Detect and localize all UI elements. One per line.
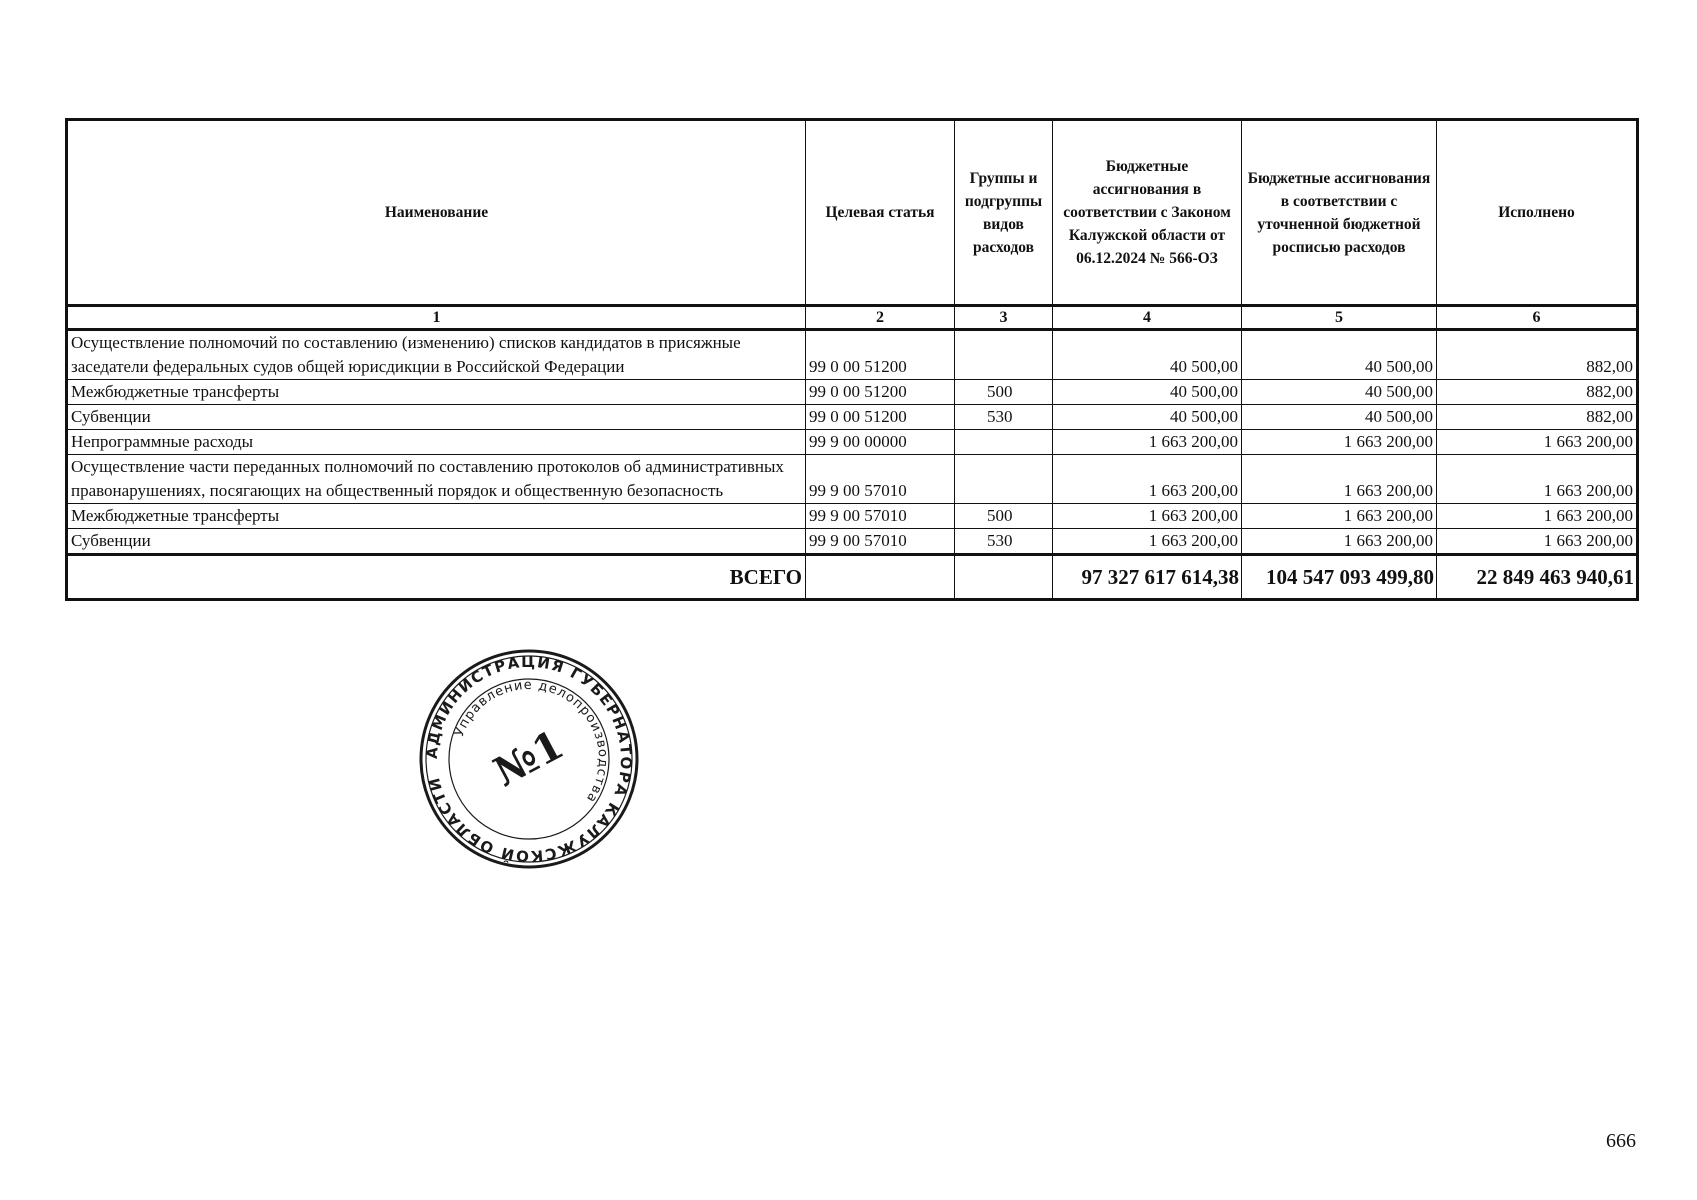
total-empty-cell bbox=[955, 555, 1053, 600]
row-executed-amount: 1 663 200,00 bbox=[1437, 430, 1638, 455]
row-law-amount: 1 663 200,00 bbox=[1053, 455, 1242, 504]
row-law-amount: 40 500,00 bbox=[1053, 330, 1242, 380]
column-number: 5 bbox=[1242, 306, 1437, 330]
row-name: Субвенции bbox=[67, 529, 806, 555]
table-row bbox=[67, 405, 1638, 430]
row-name: Субвенции bbox=[67, 405, 806, 430]
header-expense-groups: Группы и подгруппы видов расходов bbox=[955, 120, 1053, 306]
row-refined-amount: 40 500,00 bbox=[1242, 380, 1437, 405]
row-refined-amount: 1 663 200,00 bbox=[1242, 504, 1437, 529]
table-row bbox=[67, 529, 1638, 555]
row-executed-amount: 1 663 200,00 bbox=[1437, 504, 1638, 529]
total-refined-amount: 104 547 093 499,80 bbox=[1242, 555, 1437, 600]
row-executed-amount: 882,00 bbox=[1437, 405, 1638, 430]
seal-inner-text: Управление делопроизводства bbox=[452, 677, 611, 806]
header-row bbox=[67, 120, 1638, 306]
total-executed-amount: 22 849 463 940,61 bbox=[1437, 555, 1638, 600]
row-group: 530 bbox=[955, 529, 1053, 555]
table-row bbox=[67, 455, 1638, 504]
table-row bbox=[67, 330, 1638, 380]
column-number: 2 bbox=[806, 306, 955, 330]
row-refined-amount: 40 500,00 bbox=[1242, 405, 1437, 430]
header-refined-allocations: Бюджетные ассигнования в соответствии с уточненной бюджетной росписью расходов bbox=[1242, 120, 1437, 306]
column-number: 3 bbox=[955, 306, 1053, 330]
header-law-allocations: Бюджетные ассигнования в соответствии с Законом Калужской области от 06.12.2024 № 566-ОЗ bbox=[1053, 120, 1242, 306]
column-numbers-row bbox=[67, 306, 1638, 330]
total-law-amount: 97 327 617 614,38 bbox=[1053, 555, 1242, 600]
table-row bbox=[67, 380, 1638, 405]
row-law-amount: 1 663 200,00 bbox=[1053, 430, 1242, 455]
seal-outer-text: АДМИНИСТРАЦИЯ ГУБЕРНАТОРА КАЛУЖСКОЙ ОБЛАСТИ bbox=[422, 652, 636, 866]
row-law-amount: 40 500,00 bbox=[1053, 380, 1242, 405]
row-name: Межбюджетные трансферты bbox=[67, 380, 806, 405]
table-row bbox=[67, 504, 1638, 529]
row-code: 99 0 00 51200 bbox=[806, 405, 955, 430]
row-executed-amount: 1 663 200,00 bbox=[1437, 529, 1638, 555]
header-name: Наименование bbox=[67, 120, 806, 306]
header-target-article: Целевая статья bbox=[806, 120, 955, 306]
official-seal bbox=[418, 648, 640, 870]
row-refined-amount: 40 500,00 bbox=[1242, 330, 1437, 380]
row-group: 500 bbox=[955, 504, 1053, 529]
row-name: Осуществление полномочий по составлению (изменению) списков кандидатов в присяжные заседатели федеральных судов общей юрисдикции в Российской Федерации bbox=[67, 330, 806, 380]
column-number: 1 bbox=[67, 306, 806, 330]
column-number: 6 bbox=[1437, 306, 1638, 330]
seal-number: №1 bbox=[486, 721, 572, 797]
row-group: 500 bbox=[955, 380, 1053, 405]
row-code: 99 0 00 51200 bbox=[806, 380, 955, 405]
total-empty-cell bbox=[806, 555, 955, 600]
row-code: 99 9 00 00000 bbox=[806, 430, 955, 455]
row-executed-amount: 882,00 bbox=[1437, 380, 1638, 405]
row-group bbox=[955, 455, 1053, 504]
row-group: 530 bbox=[955, 405, 1053, 430]
column-number: 4 bbox=[1053, 306, 1242, 330]
row-refined-amount: 1 663 200,00 bbox=[1242, 430, 1437, 455]
row-name: Непрограммные расходы bbox=[67, 430, 806, 455]
table-row bbox=[67, 430, 1638, 455]
row-executed-amount: 882,00 bbox=[1437, 330, 1638, 380]
row-law-amount: 40 500,00 bbox=[1053, 405, 1242, 430]
row-code: 99 9 00 57010 bbox=[806, 455, 955, 504]
header-executed: Исполнено bbox=[1437, 120, 1638, 306]
row-code: 99 9 00 57010 bbox=[806, 529, 955, 555]
row-law-amount: 1 663 200,00 bbox=[1053, 529, 1242, 555]
row-code: 99 9 00 57010 bbox=[806, 504, 955, 529]
row-refined-amount: 1 663 200,00 bbox=[1242, 529, 1437, 555]
row-name: Межбюджетные трансферты bbox=[67, 504, 806, 529]
row-group bbox=[955, 330, 1053, 380]
total-row bbox=[67, 555, 1638, 600]
budget-table bbox=[65, 118, 1639, 601]
seal-graphic bbox=[421, 651, 637, 867]
row-code: 99 0 00 51200 bbox=[806, 330, 955, 380]
row-executed-amount: 1 663 200,00 bbox=[1437, 455, 1638, 504]
row-group bbox=[955, 430, 1053, 455]
page-number: 666 bbox=[1606, 1130, 1636, 1152]
total-label: ВСЕГО bbox=[67, 555, 806, 600]
row-name: Осуществление части переданных полномочий по составлению протоколов об административных правонарушениях, посягающих на общественный порядок и общественную безопасность bbox=[67, 455, 806, 504]
row-law-amount: 1 663 200,00 bbox=[1053, 504, 1242, 529]
row-refined-amount: 1 663 200,00 bbox=[1242, 455, 1437, 504]
